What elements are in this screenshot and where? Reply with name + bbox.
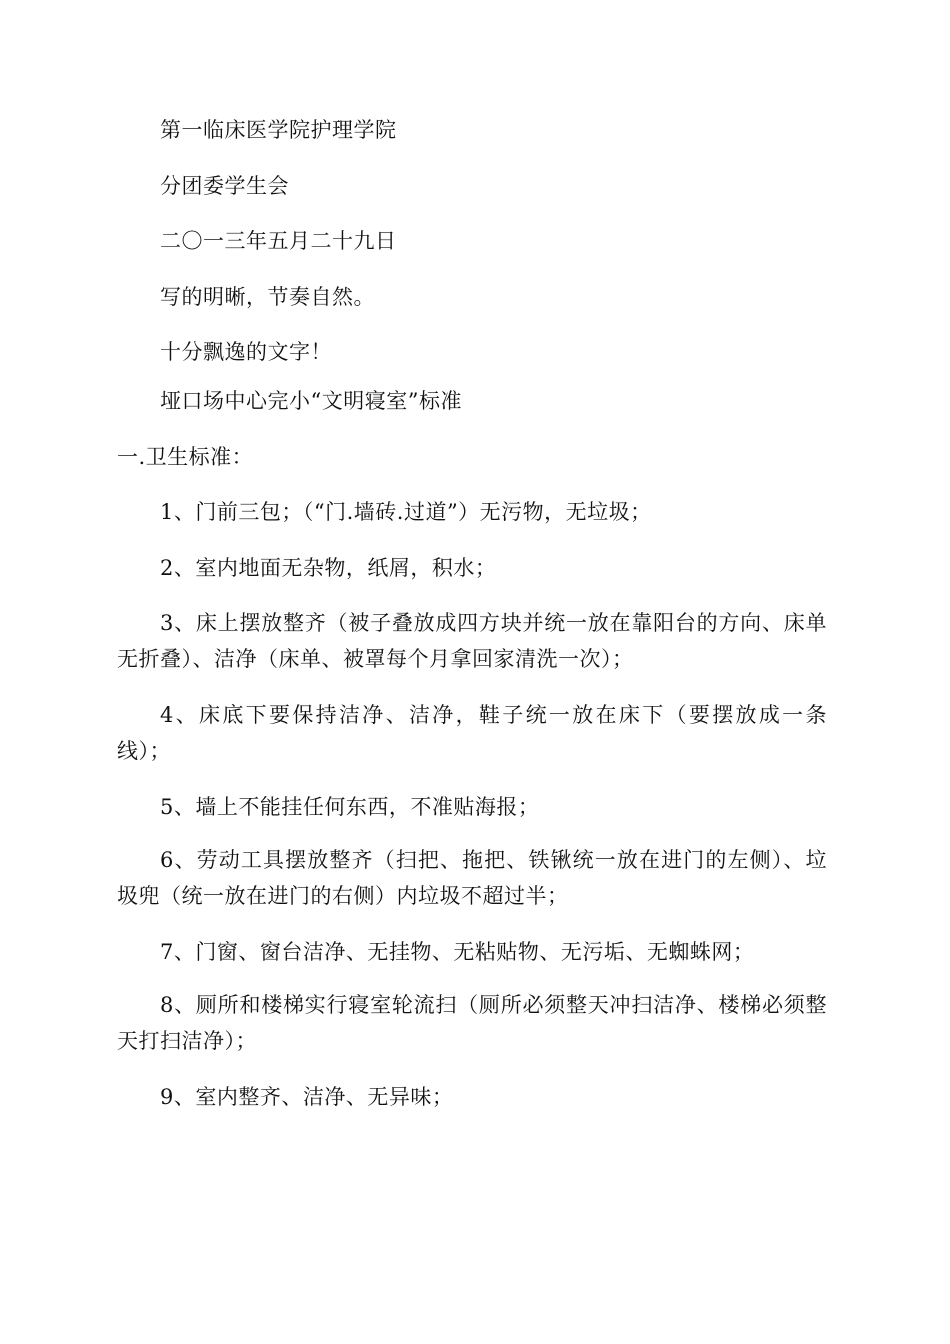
comment-1: 写的明晰，节奏自然。 [160,285,375,309]
list-item: 7、门窗、窗台洁净、无挂物、无粘贴物、无污垢、无蜘蛛网； [160,940,755,964]
document-date: 二〇一三年五月二十九日 [160,229,397,253]
list-item: 6、劳动工具摆放整齐（扫把、拖把、铁锹统一放在进门的左侧）、垃圾兜（统一放在进门的右侧）内垃圾不超过半； [117,848,827,908]
list-item: 5、墙上不能挂任何东西，不准贴海报； [160,795,540,819]
org-name: 第一临床医学院护理学院 [160,118,397,142]
list-item: 4、床底下要保持洁净、洁净，鞋子统一放在床下（要摆放成一条线）； [117,703,827,763]
list-item: 9、室内整齐、洁净、无异味； [160,1085,454,1109]
comment-2: 十分飘逸的文字！ [160,340,332,364]
section-heading: 一.卫生标准： [117,445,254,469]
list-item: 3、床上摆放整齐（被子叠放成四方块并统一放在靠阳台的方向、床单无折叠）、洁净（床单、被罩每个月拿回家清洗一次）； [117,611,827,671]
list-item: 8、厕所和楼梯实行寝室轮流扫（厕所必须整天冲扫洁净、楼梯必须整天打扫洁净）； [117,993,827,1053]
document-title: 垭口场中心完小“文明寝室”标准 [160,389,462,413]
list-item: 2、室内地面无杂物，纸屑，积水； [160,556,497,580]
org-sub-name: 分团委学生会 [160,174,289,198]
list-item: 1、门前三包；（“门.墙砖.过道”）无污物，无垃圾； [160,500,652,524]
